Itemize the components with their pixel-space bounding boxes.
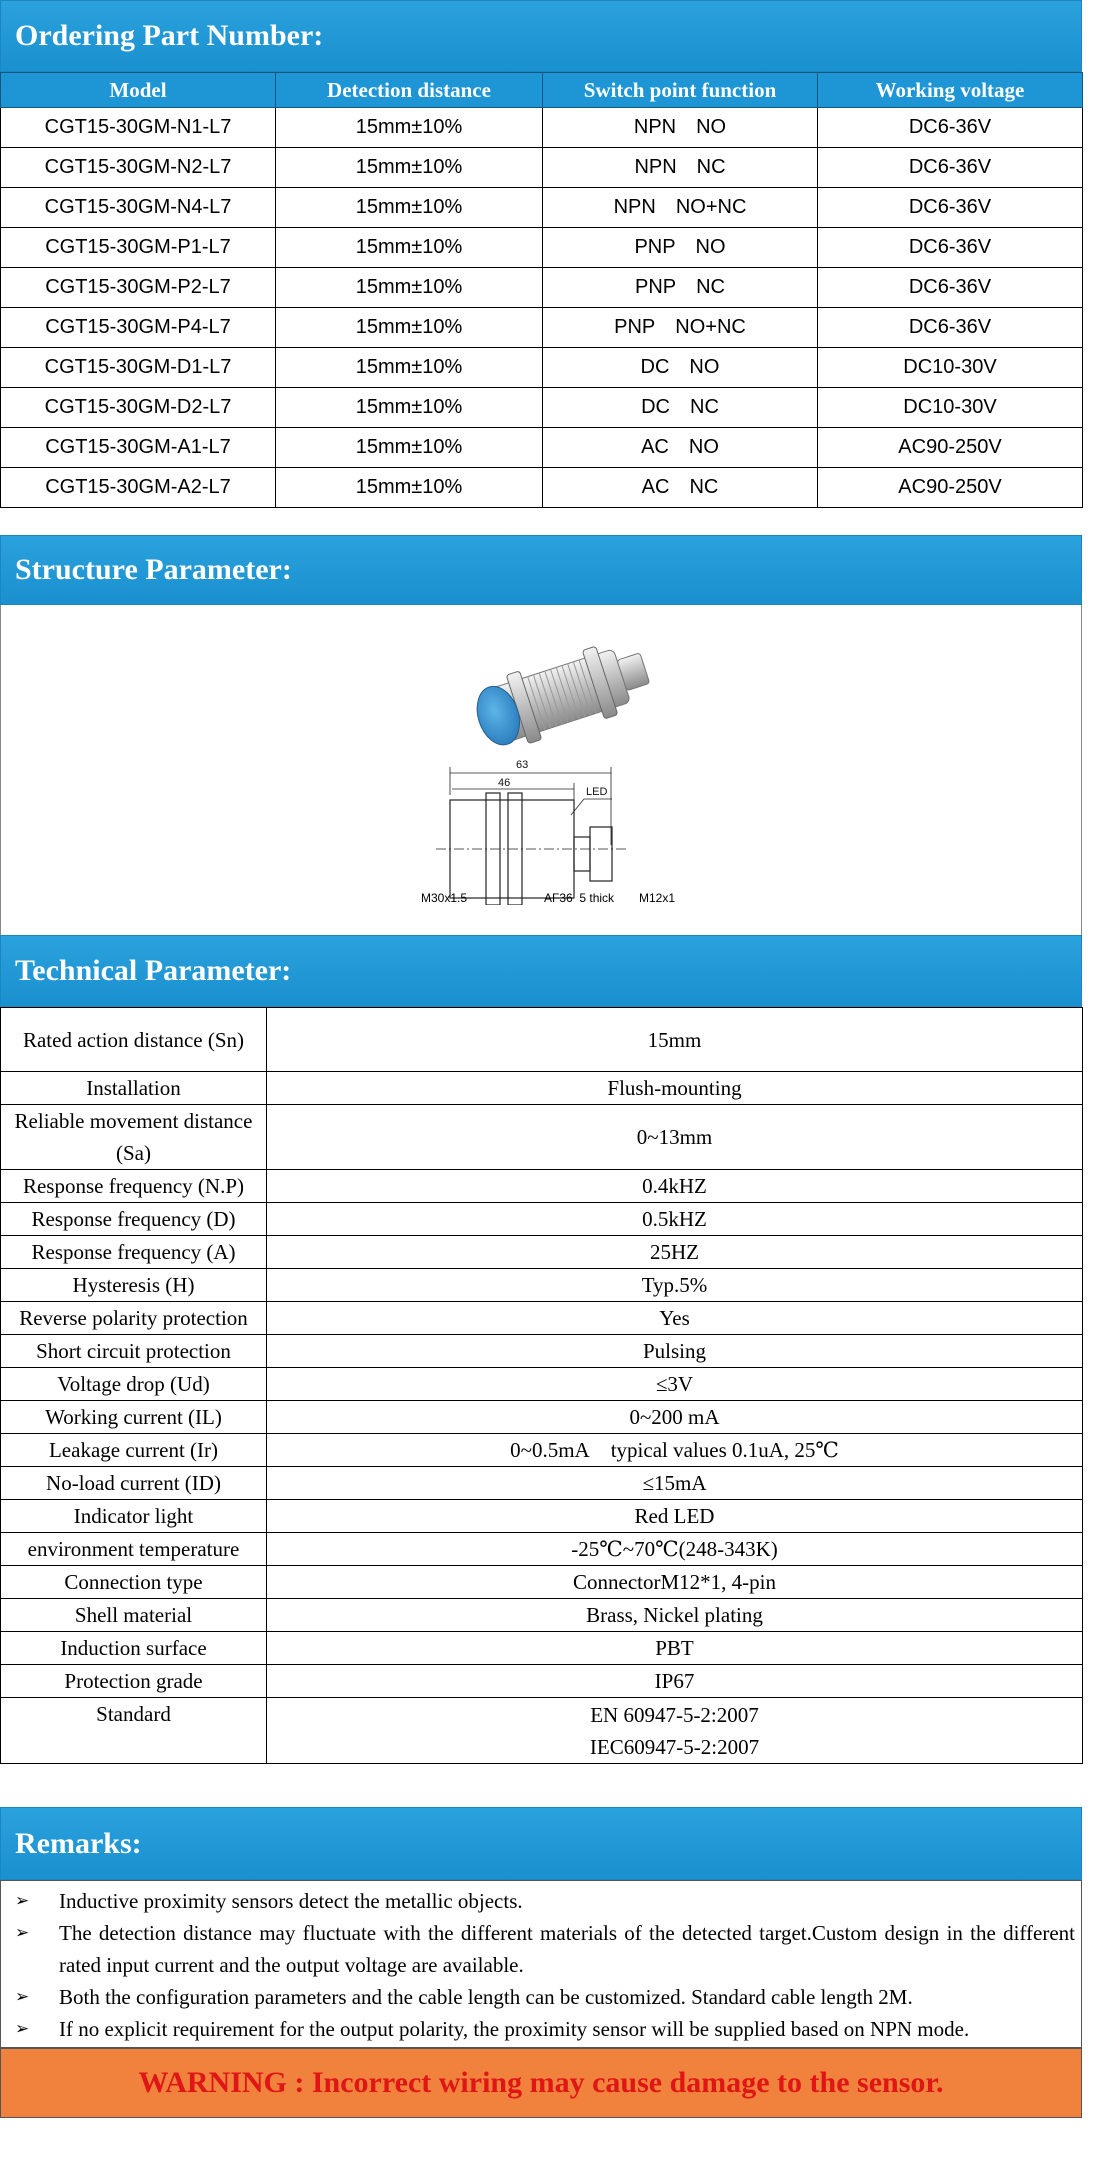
nut-label: AF36 5 thick: [544, 891, 615, 905]
model-cell: CGT15-30GM-P1-L7: [1, 228, 276, 268]
working-voltage-cell: AC90-250V: [818, 468, 1083, 508]
technical-row: [1, 1368, 1083, 1401]
ordering-row: [1, 228, 1083, 268]
working-voltage-cell: AC90-250V: [818, 428, 1083, 468]
detection-distance-cell: 15mm±10%: [276, 148, 543, 188]
technical-section-header: [0, 935, 1082, 1007]
ordering-table: [0, 72, 1083, 508]
param-label: Response frequency (A): [1, 1236, 267, 1269]
param-label: Connection type: [1, 1566, 267, 1599]
working-voltage-cell: DC6-36V: [818, 228, 1083, 268]
technical-row: [1, 1008, 1083, 1072]
col-header-model: Model: [1, 73, 276, 108]
detection-distance-cell: 15mm±10%: [276, 428, 543, 468]
technical-row: [1, 1072, 1083, 1105]
working-voltage-cell: DC6-36V: [818, 308, 1083, 348]
param-value: Brass, Nickel plating: [267, 1599, 1083, 1632]
remark-item: [15, 1885, 1075, 1917]
technical-row: [1, 1665, 1083, 1698]
param-label: Installation: [1, 1072, 267, 1105]
ordering-row: [1, 268, 1083, 308]
detection-distance-cell: 15mm±10%: [276, 268, 543, 308]
param-label: Reliable movement distance (Sa): [1, 1105, 267, 1170]
remark-text: If no explicit requirement for the output polarity, the proximity sensor will be supplied based on NPN mode.: [59, 2017, 970, 2041]
col-header-detection-distance: Detection distance: [276, 73, 543, 108]
connector-label: M12x1: [639, 891, 676, 905]
param-value: PBT: [267, 1632, 1083, 1665]
technical-table: [0, 1007, 1083, 1764]
technical-row: [1, 1105, 1083, 1170]
param-label: Standard: [1, 1698, 267, 1764]
param-value: 0~13mm: [267, 1105, 1083, 1170]
ordering-title: Ordering Part Number:: [15, 19, 324, 52]
switch-function-cell: PNP NC: [543, 268, 818, 308]
switch-function-cell: NPN NO+NC: [543, 188, 818, 228]
ordering-row: [1, 468, 1083, 508]
param-label: Response frequency (N.P): [1, 1170, 267, 1203]
arrow-bullet-icon: ➢: [15, 2019, 30, 2039]
param-value: EN 60947-5-2:2007 IEC60947-5-2:2007: [267, 1698, 1083, 1764]
model-cell: CGT15-30GM-N1-L7: [1, 108, 276, 148]
model-cell: CGT15-30GM-P2-L7: [1, 268, 276, 308]
working-voltage-cell: DC6-36V: [818, 148, 1083, 188]
technical-row: [1, 1632, 1083, 1665]
param-value: 0~200 mA: [267, 1401, 1083, 1434]
ordering-row: [1, 108, 1083, 148]
param-value: Typ.5%: [267, 1269, 1083, 1302]
param-value: -25℃~70℃(248-343K): [267, 1533, 1083, 1566]
technical-row: [1, 1269, 1083, 1302]
structure-panel: [0, 605, 1082, 935]
technical-row: [1, 1533, 1083, 1566]
detection-distance-cell: 15mm±10%: [276, 468, 543, 508]
sensor-photo: [456, 629, 656, 769]
working-voltage-cell: DC6-36V: [818, 108, 1083, 148]
param-value: 0.4kHZ: [267, 1170, 1083, 1203]
switch-function-cell: PNP NO+NC: [543, 308, 818, 348]
detection-distance-cell: 15mm±10%: [276, 348, 543, 388]
technical-row: [1, 1434, 1083, 1467]
col-header-working-voltage: Working voltage: [818, 73, 1083, 108]
technical-row: [1, 1467, 1083, 1500]
param-value: Pulsing: [267, 1335, 1083, 1368]
detection-distance-cell: 15mm±10%: [276, 308, 543, 348]
working-voltage-cell: DC10-30V: [818, 388, 1083, 428]
remark-item: [15, 2013, 1075, 2045]
technical-row: [1, 1566, 1083, 1599]
param-value: IP67: [267, 1665, 1083, 1698]
param-label: Short circuit protection: [1, 1335, 267, 1368]
technical-row: [1, 1599, 1083, 1632]
remark-text: Both the configuration parameters and the cable length can be customized. Standard cable length 2M.: [59, 1985, 913, 2009]
ordering-row: [1, 348, 1083, 388]
structure-title: Structure Parameter:: [15, 553, 292, 586]
param-value: Flush-mounting: [267, 1072, 1083, 1105]
ordering-row: [1, 188, 1083, 228]
technical-row: [1, 1500, 1083, 1533]
param-value: Red LED: [267, 1500, 1083, 1533]
technical-row: [1, 1203, 1083, 1236]
remarks-panel: [0, 1880, 1082, 2048]
param-label: Hysteresis (H): [1, 1269, 267, 1302]
param-label: Rated action distance (Sn): [1, 1008, 267, 1072]
ordering-row: [1, 428, 1083, 468]
param-value: ConnectorM12*1, 4-pin: [267, 1566, 1083, 1599]
param-label: Reverse polarity protection: [1, 1302, 267, 1335]
param-label: Working current (IL): [1, 1401, 267, 1434]
param-label: Induction surface: [1, 1632, 267, 1665]
model-cell: CGT15-30GM-N4-L7: [1, 188, 276, 228]
detection-distance-cell: 15mm±10%: [276, 108, 543, 148]
ordering-row: [1, 308, 1083, 348]
switch-function-cell: NPN NO: [543, 108, 818, 148]
param-label: Response frequency (D): [1, 1203, 267, 1236]
detection-distance-cell: 15mm±10%: [276, 228, 543, 268]
remarks-title: Remarks:: [15, 1826, 142, 1860]
warning-banner: [0, 2048, 1082, 2118]
param-value: 0.5kHZ: [267, 1203, 1083, 1236]
switch-function-cell: AC NO: [543, 428, 818, 468]
param-label: Leakage current (Ir): [1, 1434, 267, 1467]
warning-text: WARNING : Incorrect wiring may cause damage to the sensor.: [138, 2066, 944, 2099]
dimension-drawing: [416, 755, 636, 905]
switch-function-cell: NPN NC: [543, 148, 818, 188]
remark-text: Inductive proximity sensors detect the metallic objects.: [59, 1889, 523, 1913]
remark-item: [15, 1981, 1075, 2013]
ordering-row: [1, 148, 1083, 188]
model-cell: CGT15-30GM-A1-L7: [1, 428, 276, 468]
remark-item: [15, 1917, 1075, 1981]
remark-text: The detection distance may fluctuate with the different materials of the detected target.Custom design in the different rated input current and the output voltage are available.: [59, 1921, 1075, 1977]
param-label: Voltage drop (Ud): [1, 1368, 267, 1401]
working-voltage-cell: DC6-36V: [818, 188, 1083, 228]
ordering-section-header: [0, 0, 1082, 72]
param-label: environment temperature: [1, 1533, 267, 1566]
param-label: Protection grade: [1, 1665, 267, 1698]
model-cell: CGT15-30GM-D2-L7: [1, 388, 276, 428]
model-cell: CGT15-30GM-D1-L7: [1, 348, 276, 388]
technical-title: Technical Parameter:: [15, 954, 292, 987]
technical-row: [1, 1236, 1083, 1269]
model-cell: CGT15-30GM-N2-L7: [1, 148, 276, 188]
model-cell: CGT15-30GM-P4-L7: [1, 308, 276, 348]
switch-function-cell: DC NC: [543, 388, 818, 428]
switch-function-cell: DC NO: [543, 348, 818, 388]
col-header-switch-function: Switch point function: [543, 73, 818, 108]
arrow-bullet-icon: ➢: [15, 1987, 30, 2007]
working-voltage-cell: DC6-36V: [818, 268, 1083, 308]
thread-label: M30x1.5: [421, 891, 468, 905]
structure-section-header: [0, 535, 1082, 605]
dim-body-label: 46: [498, 777, 511, 789]
switch-function-cell: PNP NO: [543, 228, 818, 268]
param-value: 25HZ: [267, 1236, 1083, 1269]
technical-row: [1, 1170, 1083, 1203]
technical-row: [1, 1302, 1083, 1335]
ordering-row: [1, 388, 1083, 428]
param-value: ≤15mA: [267, 1467, 1083, 1500]
technical-row: [1, 1401, 1083, 1434]
param-value: 0~0.5mA typical values 0.1uA, 25℃: [267, 1434, 1083, 1467]
param-label: Indicator light: [1, 1500, 267, 1533]
ordering-header-row: [1, 73, 1083, 108]
working-voltage-cell: DC10-30V: [818, 348, 1083, 388]
dim-total-label: 63: [516, 759, 529, 771]
param-value: 15mm: [267, 1008, 1083, 1072]
technical-row: [1, 1698, 1083, 1764]
led-label: LED: [586, 786, 608, 798]
remarks-section-header: [0, 1807, 1082, 1880]
arrow-bullet-icon: ➢: [15, 1891, 30, 1911]
param-value: Yes: [267, 1302, 1083, 1335]
arrow-bullet-icon: ➢: [15, 1923, 30, 1943]
detection-distance-cell: 15mm±10%: [276, 388, 543, 428]
param-label: No-load current (ID): [1, 1467, 267, 1500]
param-label: Shell material: [1, 1599, 267, 1632]
detection-distance-cell: 15mm±10%: [276, 188, 543, 228]
technical-row: [1, 1335, 1083, 1368]
switch-function-cell: AC NC: [543, 468, 818, 508]
model-cell: CGT15-30GM-A2-L7: [1, 468, 276, 508]
param-value: ≤3V: [267, 1368, 1083, 1401]
